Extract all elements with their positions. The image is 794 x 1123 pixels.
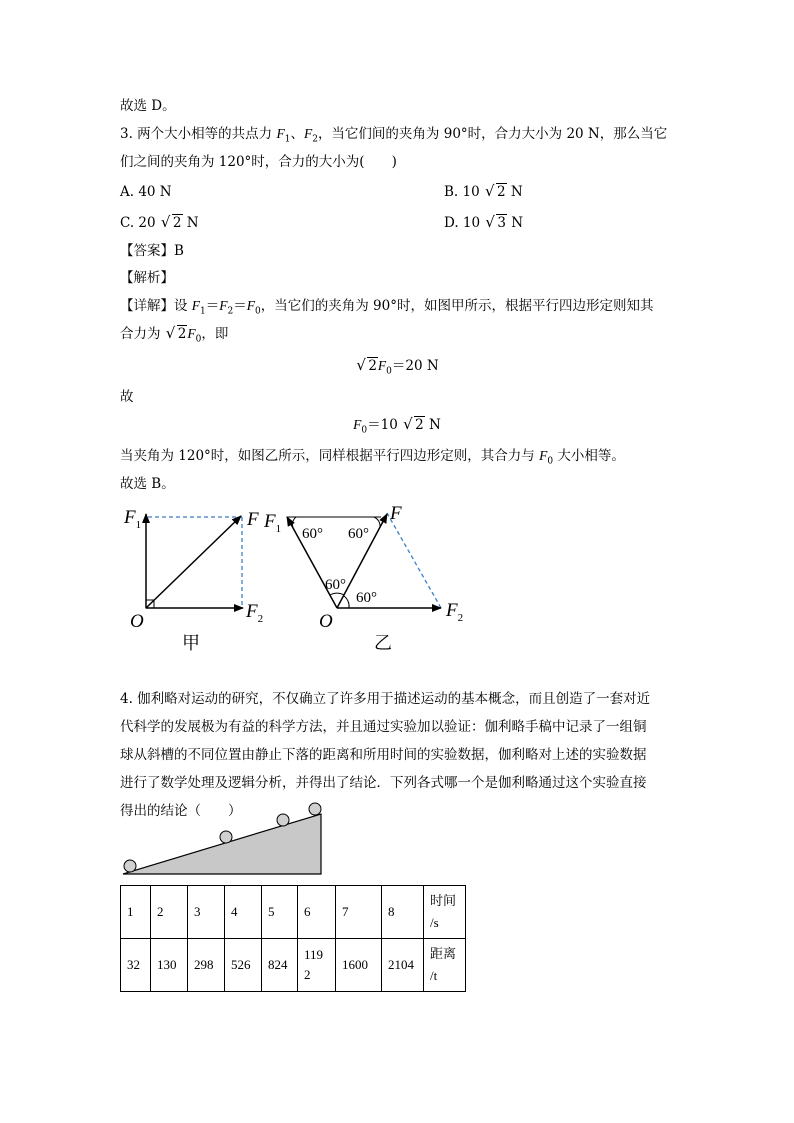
detail-line1: 【详解】设 $F_1=F_2=F_0$，当它们的夹角为 90°时，如图甲所示，根据平行四边形定则知其 (120, 298, 654, 317)
table-cell: 2 (151, 886, 188, 939)
table-cell: 119 2 (298, 939, 336, 992)
table-cell: 6 (298, 886, 336, 939)
table-cell: 3 (188, 886, 225, 939)
angle-label-60: 60° (356, 590, 377, 606)
angle-label-60: 60° (348, 526, 369, 542)
q4-stem-line3: 球从斜槽的不同位置由静止下落的距离和所用时间的实验数据，伽利略对上述的实验数据 (120, 747, 647, 763)
incline-figure (120, 800, 330, 878)
therefore-label: 故 (120, 389, 134, 405)
label-f: F (247, 509, 259, 530)
incline-ramp (123, 814, 321, 874)
force-diagrams (116, 500, 476, 662)
sqrt-symbol: √ 2 (486, 182, 507, 202)
sqrt-symbol: √ 2 (404, 415, 425, 435)
sqrt-symbol: √ 3 (486, 213, 507, 233)
table-cell: 7 (336, 886, 382, 939)
sqrt-symbol: √ 2 (167, 324, 188, 344)
q3-option-a: A. 40 N (120, 184, 172, 200)
table-header-time: 时间 /s (424, 886, 466, 939)
q3-option-d: D. 10 √ 3 N (444, 213, 523, 233)
diagram-yi (263, 503, 463, 654)
previous-answer: 故选 D。 (120, 98, 176, 114)
label-origin: O (130, 611, 144, 632)
angle-label-60: 60° (302, 526, 323, 542)
q3-conclusion: 故选 B。 (120, 476, 175, 492)
vector-resultant-f (146, 516, 241, 608)
table-cell: 4 (225, 886, 262, 939)
table-cell: 824 (262, 939, 298, 992)
diagram-jia (123, 507, 263, 654)
q3-option-b: B. 10 √ 2 N (444, 182, 523, 202)
sqrt-symbol: √ 2 (357, 356, 378, 376)
label-f1: $F_1$ (264, 511, 282, 535)
table-cell: 5 (262, 886, 298, 939)
angle-120-explanation: 当夹角为 120°时，如图乙所示，同样根据平行四边形定则，其合力与 $F_0$ 大小相等。 (120, 448, 625, 467)
angle-arc (292, 517, 296, 528)
ball (220, 831, 232, 843)
q3-stem-line2: 们之间的夹角为 120°时，合力的大小为( ) (120, 154, 397, 170)
table-cell: 2104 (382, 939, 424, 992)
table-cell: 526 (225, 939, 262, 992)
label-f2: $F_2$ (246, 601, 264, 625)
label-f2: $F_2$ (446, 600, 464, 624)
table-cell: 1600 (336, 939, 382, 992)
q4-stem-line5: 得出的结论（ ） (120, 803, 242, 819)
label-f: F (390, 503, 402, 524)
label-f1: $F_1$ (124, 507, 142, 531)
table-cell: 1 (121, 886, 151, 939)
label-origin: O (319, 611, 333, 632)
q3-stem-line1: 3. 两个大小相等的共点力 $F_1$、$F_2$，当它们间的夹角为 90°时，合力大小为 20 N，那么当它 (120, 126, 668, 145)
q4-stem-line1: 4. 伽利略对运动的研究，不仅确立了许多用于描述运动的基本概念，而且创造了一套对近 (120, 691, 651, 707)
table-row-distance (121, 939, 466, 992)
equation-1: √ $2F_0=20$ N (0, 356, 794, 382)
ball (309, 803, 321, 815)
caption-yi: 乙 (374, 633, 392, 654)
equation-2: $F_0=10$ √ 2 N (0, 415, 794, 441)
angle-arc (330, 593, 344, 595)
table-cell: 8 (382, 886, 424, 939)
q4-stem-line2: 代科学的发展极为有益的科学方法，并且通过实验加以验证：伽利略手稿中记录了一组铜 (120, 719, 647, 735)
experiment-data-table (120, 885, 466, 992)
table-header-distance: 距离 /t (424, 939, 466, 992)
q3-option-c: C. 20 √ 2 N (120, 213, 199, 233)
table-cell: 32 (121, 939, 151, 992)
detail-line2: 合力为 √ $2F_0$，即 (120, 324, 228, 350)
ball (124, 860, 136, 872)
sqrt-symbol: √ 2 (162, 213, 183, 233)
table-cell: 130 (151, 939, 188, 992)
caption-jia: 甲 (182, 633, 200, 654)
table-row-time (121, 886, 466, 939)
ball (277, 814, 289, 826)
angle-arc (374, 517, 380, 527)
analysis-label: 【解析】 (120, 270, 174, 286)
angle-arc (344, 596, 349, 608)
q4-stem-line4: 进行了数学处理及逻辑分析，并得出了结论．下列各式哪一个是伽利略通过这个实验直接 (120, 775, 647, 791)
table-cell: 298 (188, 939, 225, 992)
angle-label-60: 60° (325, 577, 346, 593)
dashed-side-slant (387, 513, 441, 608)
answer-label: 【答案】B (120, 243, 184, 259)
